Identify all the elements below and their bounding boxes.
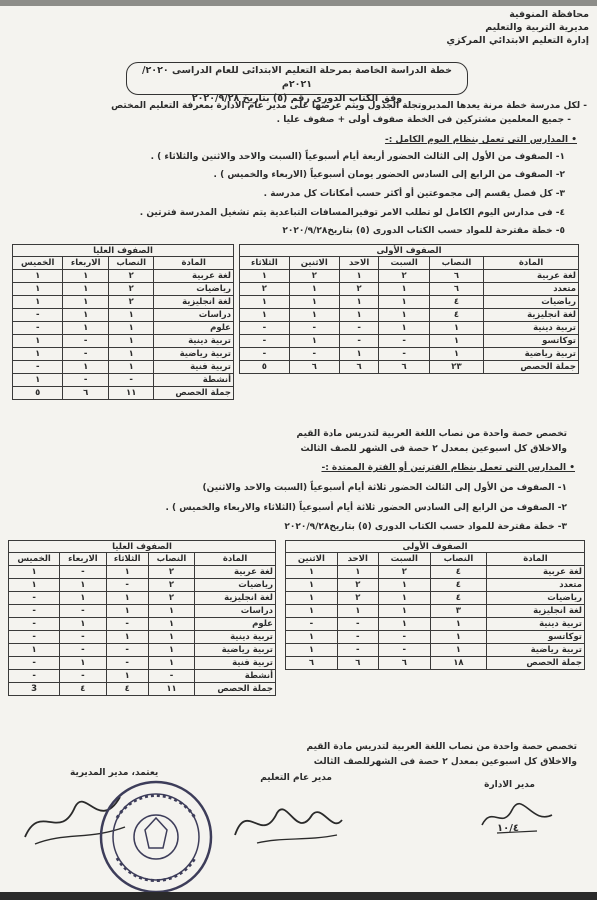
s1-lower-value-cell: ٢	[339, 283, 379, 296]
s1-lower-value-cell: ١	[379, 283, 429, 296]
s2-lower-value-cell: ٦	[286, 657, 338, 670]
s2-upper-value-cell: ١	[148, 657, 194, 670]
s2-upper-value-cell: ٢	[148, 566, 194, 579]
intro-line-1: - لكل مدرسة خطة مرنة يعدها المديروتجلة الجدول ويتم عرضها على مدير عام الادارة بمعرفة التعليم المختص	[111, 101, 587, 111]
s1-lower-value-cell: -	[379, 348, 429, 361]
s2-upper-value-cell: ١	[106, 670, 148, 683]
s2-lower-row	[286, 566, 585, 579]
s2-lower-value-cell: ١	[286, 605, 338, 618]
s1-lower-value-cell: ١	[339, 348, 379, 361]
section1-item-5: ٥- خطة مقترحة للمواد حسب الكتاب الدورى (٥) بتاريخ٢٠٢٠/٩/٢٨	[282, 226, 565, 236]
s2-upper-value-cell: ١	[106, 592, 148, 605]
section1-item-4: ٤- فى مدارس اليوم الكامل لو تطلب الامر توفيرالمسافات التباعدية يتم تشغيل المدرسة فترتين .	[139, 208, 565, 218]
s2-upper-column-header: الخميس	[9, 553, 60, 566]
s2-upper-column-header: الثلاثاء	[106, 553, 148, 566]
s1-lower-row	[240, 361, 579, 374]
s1-upper-value-cell: ١	[13, 296, 63, 309]
s1-lower-subject-cell: رياضيات	[484, 296, 579, 309]
s2-lower-value-cell: ٦	[378, 657, 430, 670]
s1-lower-value-cell: ١	[289, 309, 339, 322]
s2-upper-value-cell: ١	[148, 644, 194, 657]
s2-upper-value-cell: -	[9, 618, 60, 631]
s1-lower-row	[240, 283, 579, 296]
s1-lower-value-cell: -	[339, 335, 379, 348]
s2-upper-value-cell: -	[106, 644, 148, 657]
s2-upper-subject-cell: لغة انجليزية	[195, 592, 276, 605]
s1-upper-row	[13, 374, 234, 387]
s1-lower-value-cell: ١	[339, 296, 379, 309]
s2-lower-value-cell: ١	[430, 618, 486, 631]
section2-item-2: ٢- الصفوف من الرابع إلى السادس الحضور ثلاثة أيام أسبوعياً (الثلاثاء والاربعاء والخميس ) .	[165, 503, 567, 513]
s1-upper-value-cell: ١	[63, 270, 109, 283]
letterhead-governorate: محافظة المنوفية	[509, 9, 589, 20]
s2-lower-value-cell: -	[378, 631, 430, 644]
s1-lower-value-cell: ١	[240, 309, 290, 322]
s1-lower-value-cell: ١	[429, 348, 483, 361]
s1-upper-value-cell: ١	[108, 309, 154, 322]
s1-upper-subject-cell: أنشطة	[154, 374, 234, 387]
s2-upper-value-cell: -	[106, 618, 148, 631]
s1-upper-row	[13, 361, 234, 374]
s1-lower-value-cell: ١	[339, 309, 379, 322]
s2-upper-value-cell: -	[60, 566, 106, 579]
s1-upper-value-cell: ١	[108, 361, 154, 374]
s2-lower-value-cell: ٤	[430, 566, 486, 579]
s1-lower-value-cell: ٦	[429, 270, 483, 283]
signature-general-director-label: مدير عام التعليم	[260, 773, 332, 783]
s2-lower-row	[286, 631, 585, 644]
s1-upper-row	[13, 309, 234, 322]
s1-upper-subject-cell: تربية رياضية	[154, 348, 234, 361]
s2-lower-subject-cell: توكاتسو	[486, 631, 584, 644]
s1-lower-value-cell: -	[289, 322, 339, 335]
s2-upper-value-cell: -	[60, 670, 106, 683]
s1-upper-value-cell: ١	[108, 322, 154, 335]
s1-lower-value-cell: ١	[379, 309, 429, 322]
section2-note-1: تخصص حصة واحدة من نصاب اللغة العربية لتدريس مادة القيم	[306, 742, 577, 752]
s2-upper-value-cell: -	[60, 631, 106, 644]
s2-lower-row	[286, 657, 585, 670]
s2-upper-value-cell: ١١	[148, 683, 194, 696]
s2-upper-value-cell: ١	[9, 644, 60, 657]
section2-heading: • المدارس التى تعمل بنظام الفترتين أو الفترة الممتدة :-	[321, 463, 575, 473]
s2-lower-row	[286, 605, 585, 618]
s1-lower-value-cell: ٦	[289, 361, 339, 374]
s1-upper-subject-cell: علوم	[154, 322, 234, 335]
s1-upper-subject-cell: لغة عربية	[154, 270, 234, 283]
s2-upper-value-cell: -	[148, 670, 194, 683]
s1-lower-value-cell: ١	[429, 335, 483, 348]
s1-upper-subject-cell: جملة الحصص	[154, 387, 234, 400]
s2-upper-subject-cell: تربية دينية	[195, 631, 276, 644]
s2-upper-value-cell: ٤	[60, 683, 106, 696]
s2-lower-subject-cell: لغة عربية	[486, 566, 584, 579]
s2-upper-row	[9, 644, 276, 657]
s1-upper-subject-cell: لغة انجليزية	[154, 296, 234, 309]
s2-upper-subject-cell: تربية فنية	[195, 657, 276, 670]
s2-upper-subject-cell: رياضيات	[195, 579, 276, 592]
s1-lower-value-cell: ١	[339, 270, 379, 283]
s2-lower-value-cell: ١	[378, 592, 430, 605]
table-section2-lower-grades	[285, 540, 585, 670]
s1-lower-value-cell: -	[240, 335, 290, 348]
s1-upper-value-cell: ١١	[108, 387, 154, 400]
s1-lower-row	[240, 270, 579, 283]
s2-lower-subject-cell: تربية رياضية	[486, 644, 584, 657]
section1-item-2: ٢- الصفوف من الرابع إلى السادس الحضور يومان أسبوعياً (الاربعاء والخميس ) .	[213, 170, 565, 180]
s2-upper-column-header: المادة	[195, 553, 276, 566]
s1-upper-value-cell: ٥	[13, 387, 63, 400]
s1-lower-subject-cell: لغة انجليزية	[484, 309, 579, 322]
s2-lower-value-cell: ٢	[337, 579, 378, 592]
s2-upper-subject-cell: تربية رياضية	[195, 644, 276, 657]
s2-upper-value-cell: ١	[60, 579, 106, 592]
s1-lower-column-header: السبت	[379, 257, 429, 270]
s1-lower-value-cell: ٢	[379, 270, 429, 283]
s2-upper-column-header: الاربعاء	[60, 553, 106, 566]
s1-lower-value-cell: ١	[240, 270, 290, 283]
s1-lower-subject-cell: جملة الحصص	[484, 361, 579, 374]
s1-lower-subject-cell: لغة عربية	[484, 270, 579, 283]
s2-lower-value-cell: -	[337, 631, 378, 644]
s1-lower-row	[240, 322, 579, 335]
s2-lower-row	[286, 579, 585, 592]
s1-upper-column-header: الاربعاء	[63, 257, 109, 270]
s2-upper-row	[9, 579, 276, 592]
s1-upper-value-cell: ١	[13, 374, 63, 387]
s2-upper-value-cell: ١	[148, 631, 194, 644]
s1-lower-value-cell: ٤	[429, 309, 483, 322]
s2-lower-value-cell: ١٨	[430, 657, 486, 670]
s2-upper-value-cell: ٤	[106, 683, 148, 696]
s2-lower-value-cell: ١	[286, 592, 338, 605]
s2-upper-subject-cell: دراسات	[195, 605, 276, 618]
section1-item-3: ٣- كل فصل يقسم إلى مجموعتين أو أكثر حسب أمكانات كل مدرسة .	[263, 189, 565, 199]
s2-lower-subject-cell: جملة الحصص	[486, 657, 584, 670]
s2-lower-subject-cell: تربية دينية	[486, 618, 584, 631]
s2-upper-row	[9, 605, 276, 618]
s1-lower-value-cell: ١	[379, 296, 429, 309]
s2-lower-value-cell: ١	[286, 566, 338, 579]
s2-upper-value-cell: ١	[60, 657, 106, 670]
s2-lower-value-cell: ١	[378, 605, 430, 618]
s1-lower-value-cell: ٤	[429, 296, 483, 309]
s1-upper-value-cell: ٢	[108, 283, 154, 296]
s1-upper-value-cell: -	[108, 374, 154, 387]
table-section1-lower-grades	[239, 244, 579, 374]
s2-upper-value-cell: -	[106, 579, 148, 592]
s1-upper-value-cell: -	[13, 361, 63, 374]
s2-lower-value-cell: ٣	[430, 605, 486, 618]
document-title	[126, 62, 468, 104]
section2-item-1: ١- الصفوف من الأول إلى الثالث الحضور ثلاثة أيام أسبوعياً (السبت والاحد والاثنين)	[202, 483, 567, 493]
s2-lower-column-header: السبت	[378, 553, 430, 566]
s1-lower-column-header: الثلاثاء	[240, 257, 290, 270]
s1-lower-row	[240, 348, 579, 361]
s2-upper-value-cell: -	[106, 657, 148, 670]
s1-upper-value-cell: ٢	[108, 270, 154, 283]
signature-approval-label: يعتمد، مدير المديرية	[70, 768, 159, 778]
s1-lower-subject-cell: تربية دينية	[484, 322, 579, 335]
s2-upper-row	[9, 631, 276, 644]
s2-upper-value-cell: -	[9, 670, 60, 683]
s1-upper-row	[13, 270, 234, 283]
s1-lower-value-cell: ١	[240, 296, 290, 309]
section2-note-2: والاخلاق كل اسبوعين بمعدل ٢ حصة فى الشهرللصف الثالث	[313, 757, 577, 767]
official-seal-stamp	[97, 778, 215, 896]
s2-lower-value-cell: ١	[337, 605, 378, 618]
s1-lower-value-cell: ٥	[240, 361, 290, 374]
s1-upper-subject-cell: دراسات	[154, 309, 234, 322]
s1-lower-value-cell: ١	[429, 322, 483, 335]
s1-lower-value-cell: ١	[289, 296, 339, 309]
s2-upper-value-cell: ١	[148, 618, 194, 631]
s2-upper-value-cell: 3	[9, 683, 60, 696]
s2-upper-value-cell: ١	[106, 631, 148, 644]
s1-lower-value-cell: -	[240, 348, 290, 361]
s1-upper-value-cell: -	[63, 335, 109, 348]
s1-lower-value-cell: -	[240, 322, 290, 335]
s1-upper-value-cell: ٢	[108, 296, 154, 309]
s1-lower-value-cell: ٢	[240, 283, 290, 296]
s1-lower-subject-cell: توكاتسو	[484, 335, 579, 348]
s2-lower-group-header: الصفوف الأولى	[286, 541, 585, 553]
intro-line-2: - جميع المعلمين مشتركين فى الخطة صفوف أولى + صفوف عليا .	[276, 115, 571, 125]
table-section2-upper-grades	[8, 540, 276, 696]
signature-manager-label: مدير الادارة	[484, 780, 535, 790]
signature-date-scrawl: ١٠/٤	[497, 823, 519, 834]
s2-lower-subject-cell: متعدد	[486, 579, 584, 592]
s2-lower-subject-cell: لغة انجليزية	[486, 605, 584, 618]
s2-upper-value-cell: ١	[60, 618, 106, 631]
s1-lower-value-cell: ٦	[339, 361, 379, 374]
s1-upper-value-cell: ١	[63, 322, 109, 335]
s2-lower-value-cell: ٤	[430, 592, 486, 605]
s2-lower-value-cell: -	[337, 618, 378, 631]
s1-upper-column-header: المادة	[154, 257, 234, 270]
s1-upper-subject-cell: تربية دينية	[154, 335, 234, 348]
s2-upper-subject-cell: جملة الحصص	[195, 683, 276, 696]
s1-upper-value-cell: -	[63, 348, 109, 361]
s1-upper-value-cell: ١	[108, 348, 154, 361]
s1-lower-group-header: الصفوف الأولى	[240, 245, 579, 257]
s2-lower-column-header: الاثنين	[286, 553, 338, 566]
s2-lower-column-header: الاحد	[337, 553, 378, 566]
s2-lower-value-cell: -	[286, 618, 338, 631]
s1-upper-value-cell: ١	[108, 335, 154, 348]
s1-upper-row	[13, 283, 234, 296]
s2-upper-subject-cell: لغة عربية	[195, 566, 276, 579]
section1-heading: • المدارس التى تعمل بنظام اليوم الكامل :-	[384, 135, 577, 145]
s1-lower-value-cell: ٦	[379, 361, 429, 374]
s1-upper-row	[13, 296, 234, 309]
s2-upper-row	[9, 683, 276, 696]
s1-lower-subject-cell: تربية رياضية	[484, 348, 579, 361]
s1-upper-value-cell: -	[63, 374, 109, 387]
s2-upper-value-cell: ١	[106, 605, 148, 618]
s2-upper-row	[9, 618, 276, 631]
s2-upper-column-header: النصاب	[148, 553, 194, 566]
s2-upper-value-cell: ٢	[148, 579, 194, 592]
s2-lower-value-cell: -	[337, 644, 378, 657]
s1-lower-value-cell: -	[289, 348, 339, 361]
s1-lower-column-header: النصاب	[429, 257, 483, 270]
title-line-2: وفق الكتاب الدورى رقم (٥) بتاريخ ٢٠٢٠/٩/٢٨	[191, 93, 403, 104]
s1-lower-subject-cell: متعدد	[484, 283, 579, 296]
bottom-edge	[0, 892, 597, 900]
section1-note-1: تخصص حصة واحدة من نصاب اللغة العربية لتدريس مادة القيم	[296, 429, 567, 439]
s2-lower-value-cell: ٢	[378, 566, 430, 579]
s1-upper-column-header: النصاب	[108, 257, 154, 270]
s2-lower-value-cell: ١	[378, 579, 430, 592]
s1-lower-row	[240, 296, 579, 309]
s2-upper-row	[9, 657, 276, 670]
s2-upper-value-cell: -	[9, 605, 60, 618]
s1-lower-column-header: الاحد	[339, 257, 379, 270]
s2-upper-group-header: الصفوف العليا	[9, 541, 276, 553]
s2-lower-value-cell: ١	[286, 579, 338, 592]
s2-upper-value-cell: ١	[60, 592, 106, 605]
s2-lower-row	[286, 644, 585, 657]
s1-upper-value-cell: ١	[63, 361, 109, 374]
table-section1-upper-grades	[12, 244, 234, 400]
s1-upper-value-cell: ١	[13, 283, 63, 296]
s1-lower-value-cell: -	[379, 335, 429, 348]
s2-lower-value-cell: ١	[430, 644, 486, 657]
s2-lower-column-header: المادة	[486, 553, 584, 566]
s2-upper-value-cell: -	[9, 631, 60, 644]
s1-lower-column-header: المادة	[484, 257, 579, 270]
section2-item-3: ٣- خطة مقترحة للمواد حسب الكتاب الدورى (٥) بتاريخ٢٠٢٠/٩/٢٨	[284, 522, 567, 532]
letterhead-directorate: مديرية التربية والتعليم	[485, 22, 589, 33]
s1-upper-row	[13, 387, 234, 400]
section1-item-1: ١- الصفوف من الأول إلى الثالث الحضور أربعة أيام أسبوعياً (السبت والاحد والاثنين والثلاثاء ) .	[150, 152, 565, 162]
s1-upper-group-header: الصفوف العليا	[13, 245, 234, 257]
s2-lower-row	[286, 592, 585, 605]
s2-lower-value-cell: ١	[286, 631, 338, 644]
s1-upper-column-header: الخميس	[13, 257, 63, 270]
s1-lower-value-cell: -	[339, 322, 379, 335]
s2-upper-subject-cell: علوم	[195, 618, 276, 631]
s1-upper-subject-cell: رياضيات	[154, 283, 234, 296]
s1-upper-subject-cell: تربية فنية	[154, 361, 234, 374]
s2-lower-value-cell: ١	[337, 566, 378, 579]
s1-upper-row	[13, 335, 234, 348]
title-line-1: خطة الدراسة الخاصة بمرحلة التعليم الابتدائى للعام الدراسى ٢٠٢٠/ ٢٠٢١م	[142, 65, 452, 90]
s2-lower-subject-cell: رياضيات	[486, 592, 584, 605]
s2-upper-value-cell: -	[9, 657, 60, 670]
s2-upper-value-cell: ١	[9, 579, 60, 592]
s1-lower-value-cell: ٢٣	[429, 361, 483, 374]
s1-upper-value-cell: ١	[13, 270, 63, 283]
s1-upper-value-cell: ١	[13, 335, 63, 348]
s2-lower-row	[286, 618, 585, 631]
s2-upper-value-cell: -	[60, 605, 106, 618]
s1-upper-value-cell: -	[13, 322, 63, 335]
s1-lower-value-cell: ٦	[429, 283, 483, 296]
s2-lower-column-header: النصاب	[430, 553, 486, 566]
s1-lower-row	[240, 335, 579, 348]
s1-lower-value-cell: ١	[289, 283, 339, 296]
s2-lower-value-cell: ١	[430, 631, 486, 644]
s1-lower-row	[240, 309, 579, 322]
s1-upper-value-cell: -	[13, 309, 63, 322]
s1-upper-value-cell: ١	[63, 309, 109, 322]
s1-upper-value-cell: ١	[63, 296, 109, 309]
s2-upper-row	[9, 592, 276, 605]
s2-upper-row	[9, 566, 276, 579]
s1-lower-column-header: الاثنين	[289, 257, 339, 270]
s1-upper-value-cell: ١	[63, 283, 109, 296]
general-director-signature-scribble	[227, 795, 347, 850]
s1-upper-row	[13, 348, 234, 361]
letterhead	[446, 8, 589, 47]
s2-lower-value-cell: -	[378, 644, 430, 657]
s2-upper-value-cell: ٢	[148, 592, 194, 605]
top-edge	[0, 0, 597, 6]
s2-upper-row	[9, 670, 276, 683]
letterhead-administration: إدارة التعليم الابتدائي المركزي	[446, 35, 589, 46]
s2-lower-value-cell: ١	[378, 618, 430, 631]
section1-note-2: والاخلاق كل اسبوعين بمعدل ٢ حصة فى الشهر للصف الثالث	[300, 444, 567, 454]
s2-lower-value-cell: ٢	[337, 592, 378, 605]
s1-lower-value-cell: ١	[289, 335, 339, 348]
s2-lower-value-cell: ١	[286, 644, 338, 657]
s2-lower-value-cell: ٦	[337, 657, 378, 670]
s2-lower-value-cell: ٤	[430, 579, 486, 592]
s2-upper-subject-cell: أنشطة	[195, 670, 276, 683]
s2-upper-value-cell: -	[9, 592, 60, 605]
s1-lower-value-cell: ١	[379, 322, 429, 335]
s2-upper-value-cell: -	[60, 644, 106, 657]
s1-upper-row	[13, 322, 234, 335]
s1-upper-value-cell: ١	[13, 348, 63, 361]
s2-upper-value-cell: ١	[106, 566, 148, 579]
s1-upper-value-cell: ٦	[63, 387, 109, 400]
s2-upper-value-cell: ١	[148, 605, 194, 618]
s2-upper-value-cell: ١	[9, 566, 60, 579]
s1-lower-value-cell: ٢	[289, 270, 339, 283]
